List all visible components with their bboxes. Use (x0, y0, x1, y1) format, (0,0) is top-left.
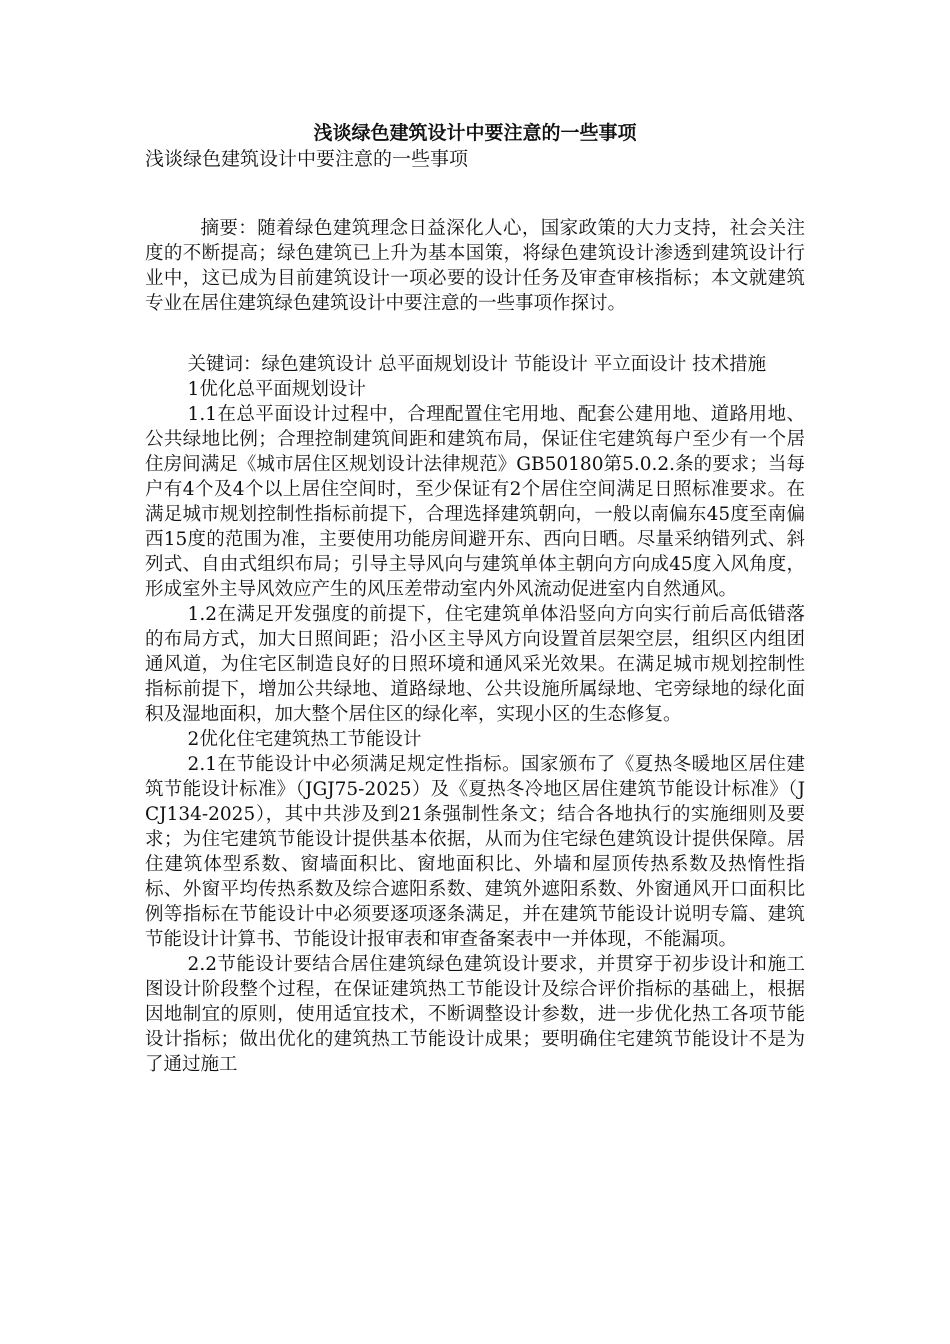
body-paragraph: 1.2在满足开发强度的前提下，住宅建筑单体沿竖向方向实行前后高低错落的布局方式，加大日照间距；沿小区主导风方向设置首层架空层，组织区内组团通风道，为住宅区制造良好的日照环境和通风采光效果。在满足城市规划控制性指标前提下，增加公共绿地、道路绿地、公共设施所属绿地、宅旁绿地的绿化面积及湿地面积，加大整个居住区的绿化率，实现小区的生态修复。 (145, 604, 805, 725)
body-paragraph: 1.1在总平面设计过程中，合理配置住宅用地、配套公建用地、道路用地、公共绿地比例；合理控制建筑间距和建筑布局，保证住宅建筑每户至少有一个居住房间满足《城市居住区规划设计法律规范》GB50180第5.0.2.条的要求；当每户有4个及4个以上居住空间时，至少保证有2个居住空间满足日照标准要求。在满足城市规划控制性指标前提下，合理选择建筑朝向，一般以南偏东45度至南偏西15度的范围为准，主要使用功能房间避开东、西向日晒。尽量采纳错列式、斜列式、自由式组织布局；引导主导风向与建筑单体主朝向方向成45度入风角度，形成室外主导风效应产生的风压差带动室内外风流动促进室内自然通风。 (145, 404, 805, 600)
body-paragraph: 2.1在节能设计中必须满足规定性指标。国家颁布了《夏热冬暖地区居住建筑节能设计标准》（JGJ75-2025）及《夏热冬冷地区居住建筑节能设计标准》（JCJ134-2025），其中共涉及到21条强制性条文；结合各地执行的实施细则及要求；为住宅建筑节能设计提供基本依据，从而为住宅绿色建筑设计提供保障。居住建筑体型系数、窗墙面积比、窗地面积比、外墙和屋顶传热系数及热惰性指标、外窗平均传热系数及综合遮阳系数、建筑外遮阳系数、外窗通风开口面积比例等指标在节能设计中必须要逐项逐条满足，并在建筑节能设计说明专篇、建筑节能设计计算书、节能设计报审表和审查备案表中一并体现，不能漏项。 (145, 754, 805, 950)
document-title: 浅谈绿色建筑设计中要注意的一些事项 (313, 122, 637, 144)
spacer (145, 316, 805, 352)
document-subtitle: 浅谈绿色建筑设计中要注意的一些事项 (145, 148, 469, 170)
section-heading: 1优化总平面规划设计 (187, 379, 366, 400)
document-page (145, 120, 805, 1077)
keywords-paragraph: 关键词：绿色建筑设计 总平面规划设计 节能设计 平立面设计 技术措施 (187, 354, 767, 375)
section-heading: 2优化住宅建筑热工节能设计 (187, 729, 422, 750)
spacer (145, 172, 805, 216)
body-paragraph: 2.2节能设计要结合居住建筑绿色建筑设计要求，并贯穿于初步设计和施工图设计阶段整个过程，在保证建筑热工节能设计及综合评价指标的基础上，根据因地制宜的原则，使用适宜技术，不断调整设计参数，进一步优化热工各项节能设计指标；做出优化的建筑热工节能设计成果；要明确住宅建筑节能设计不是为了通过施工 (145, 954, 805, 1075)
abstract-paragraph: 摘要：随着绿色建筑理念日益深化人心，国家政策的大力支持，社会关注度的不断提高；绿色建筑已上升为基本国策，将绿色建筑设计渗透到建筑设计行业中，这已成为目前建筑设计一项必要的设计任务及审查审核指标；本文就建筑专业在居住建筑绿色建筑设计中要注意的一些事项作探讨。 (145, 218, 805, 314)
